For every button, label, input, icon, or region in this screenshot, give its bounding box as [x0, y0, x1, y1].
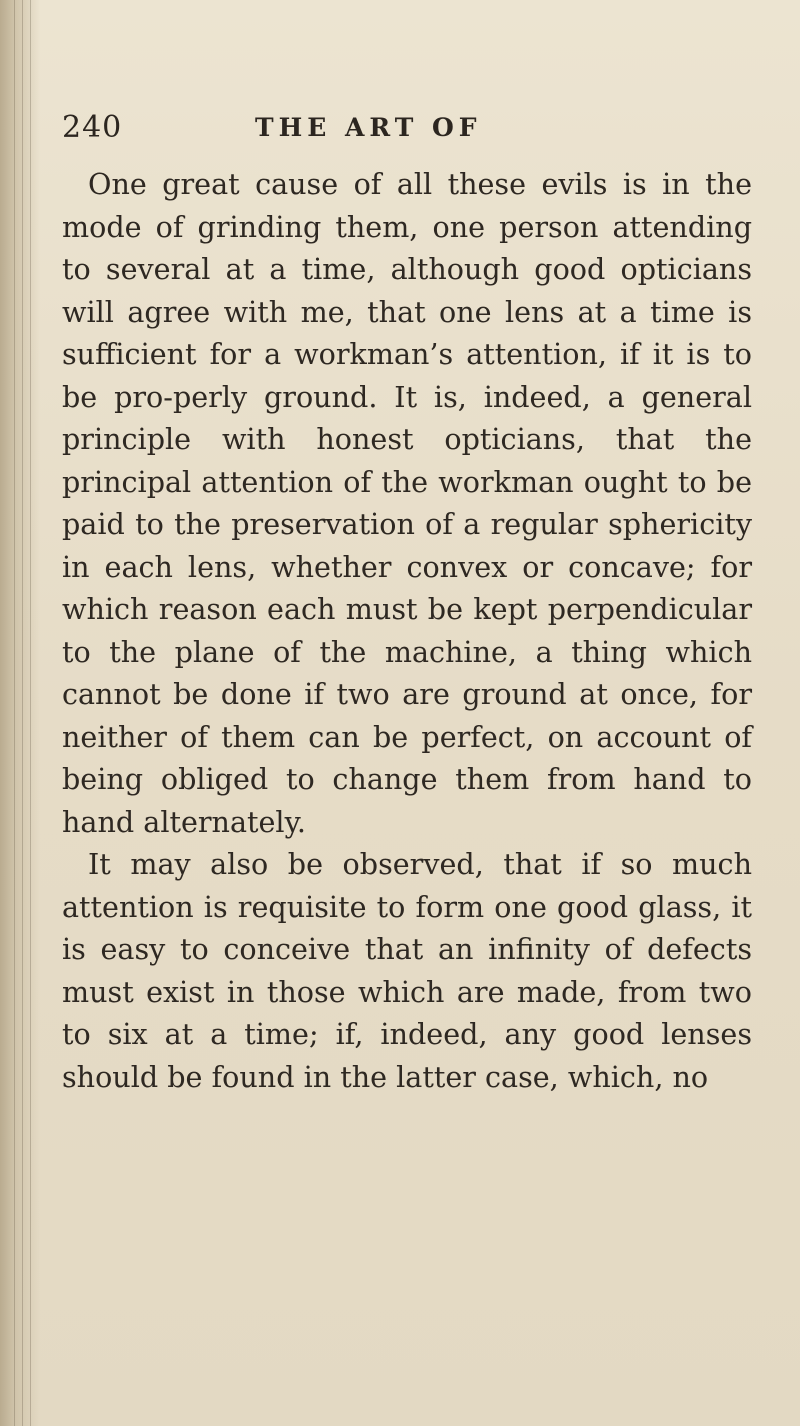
binding-gutter — [0, 0, 40, 1426]
paragraph: One great cause of all these evils is in the mode of grinding them, one person attending to several at a time, although good opticians will agree with me, that one lens at a time is sufficient for a workman’s attention, if it is to be pro-perly ground. It is, indeed, a general principle with honest opticians, that the principal attention of the workman ought to be paid to the preservation of a regular sphericity in each lens, whether convex or concave; for which reason each must be kept perpendicular to the plane of the machine, a thing which cannot be done if two are ground at once, for neither of them can be perfect, on account of being obliged to change them from hand to hand alternately. — [62, 167, 752, 839]
binding-edge-line — [22, 0, 23, 1426]
binding-edge-line — [30, 0, 31, 1426]
page-header — [0, 0, 800, 160]
binding-edge-line — [14, 0, 15, 1426]
running-title: THE ART OF — [255, 113, 482, 142]
body-text — [62, 163, 752, 1098]
paragraph: It may also be observed, that if so much attention is requisite to form one good glass, it is easy to conceive that an infinity of defects must exist in those which are made, from two to six at a time; if, indeed, any good lenses should be found in the latter case, which, no — [62, 847, 752, 1094]
page-number: 240 — [62, 110, 123, 145]
